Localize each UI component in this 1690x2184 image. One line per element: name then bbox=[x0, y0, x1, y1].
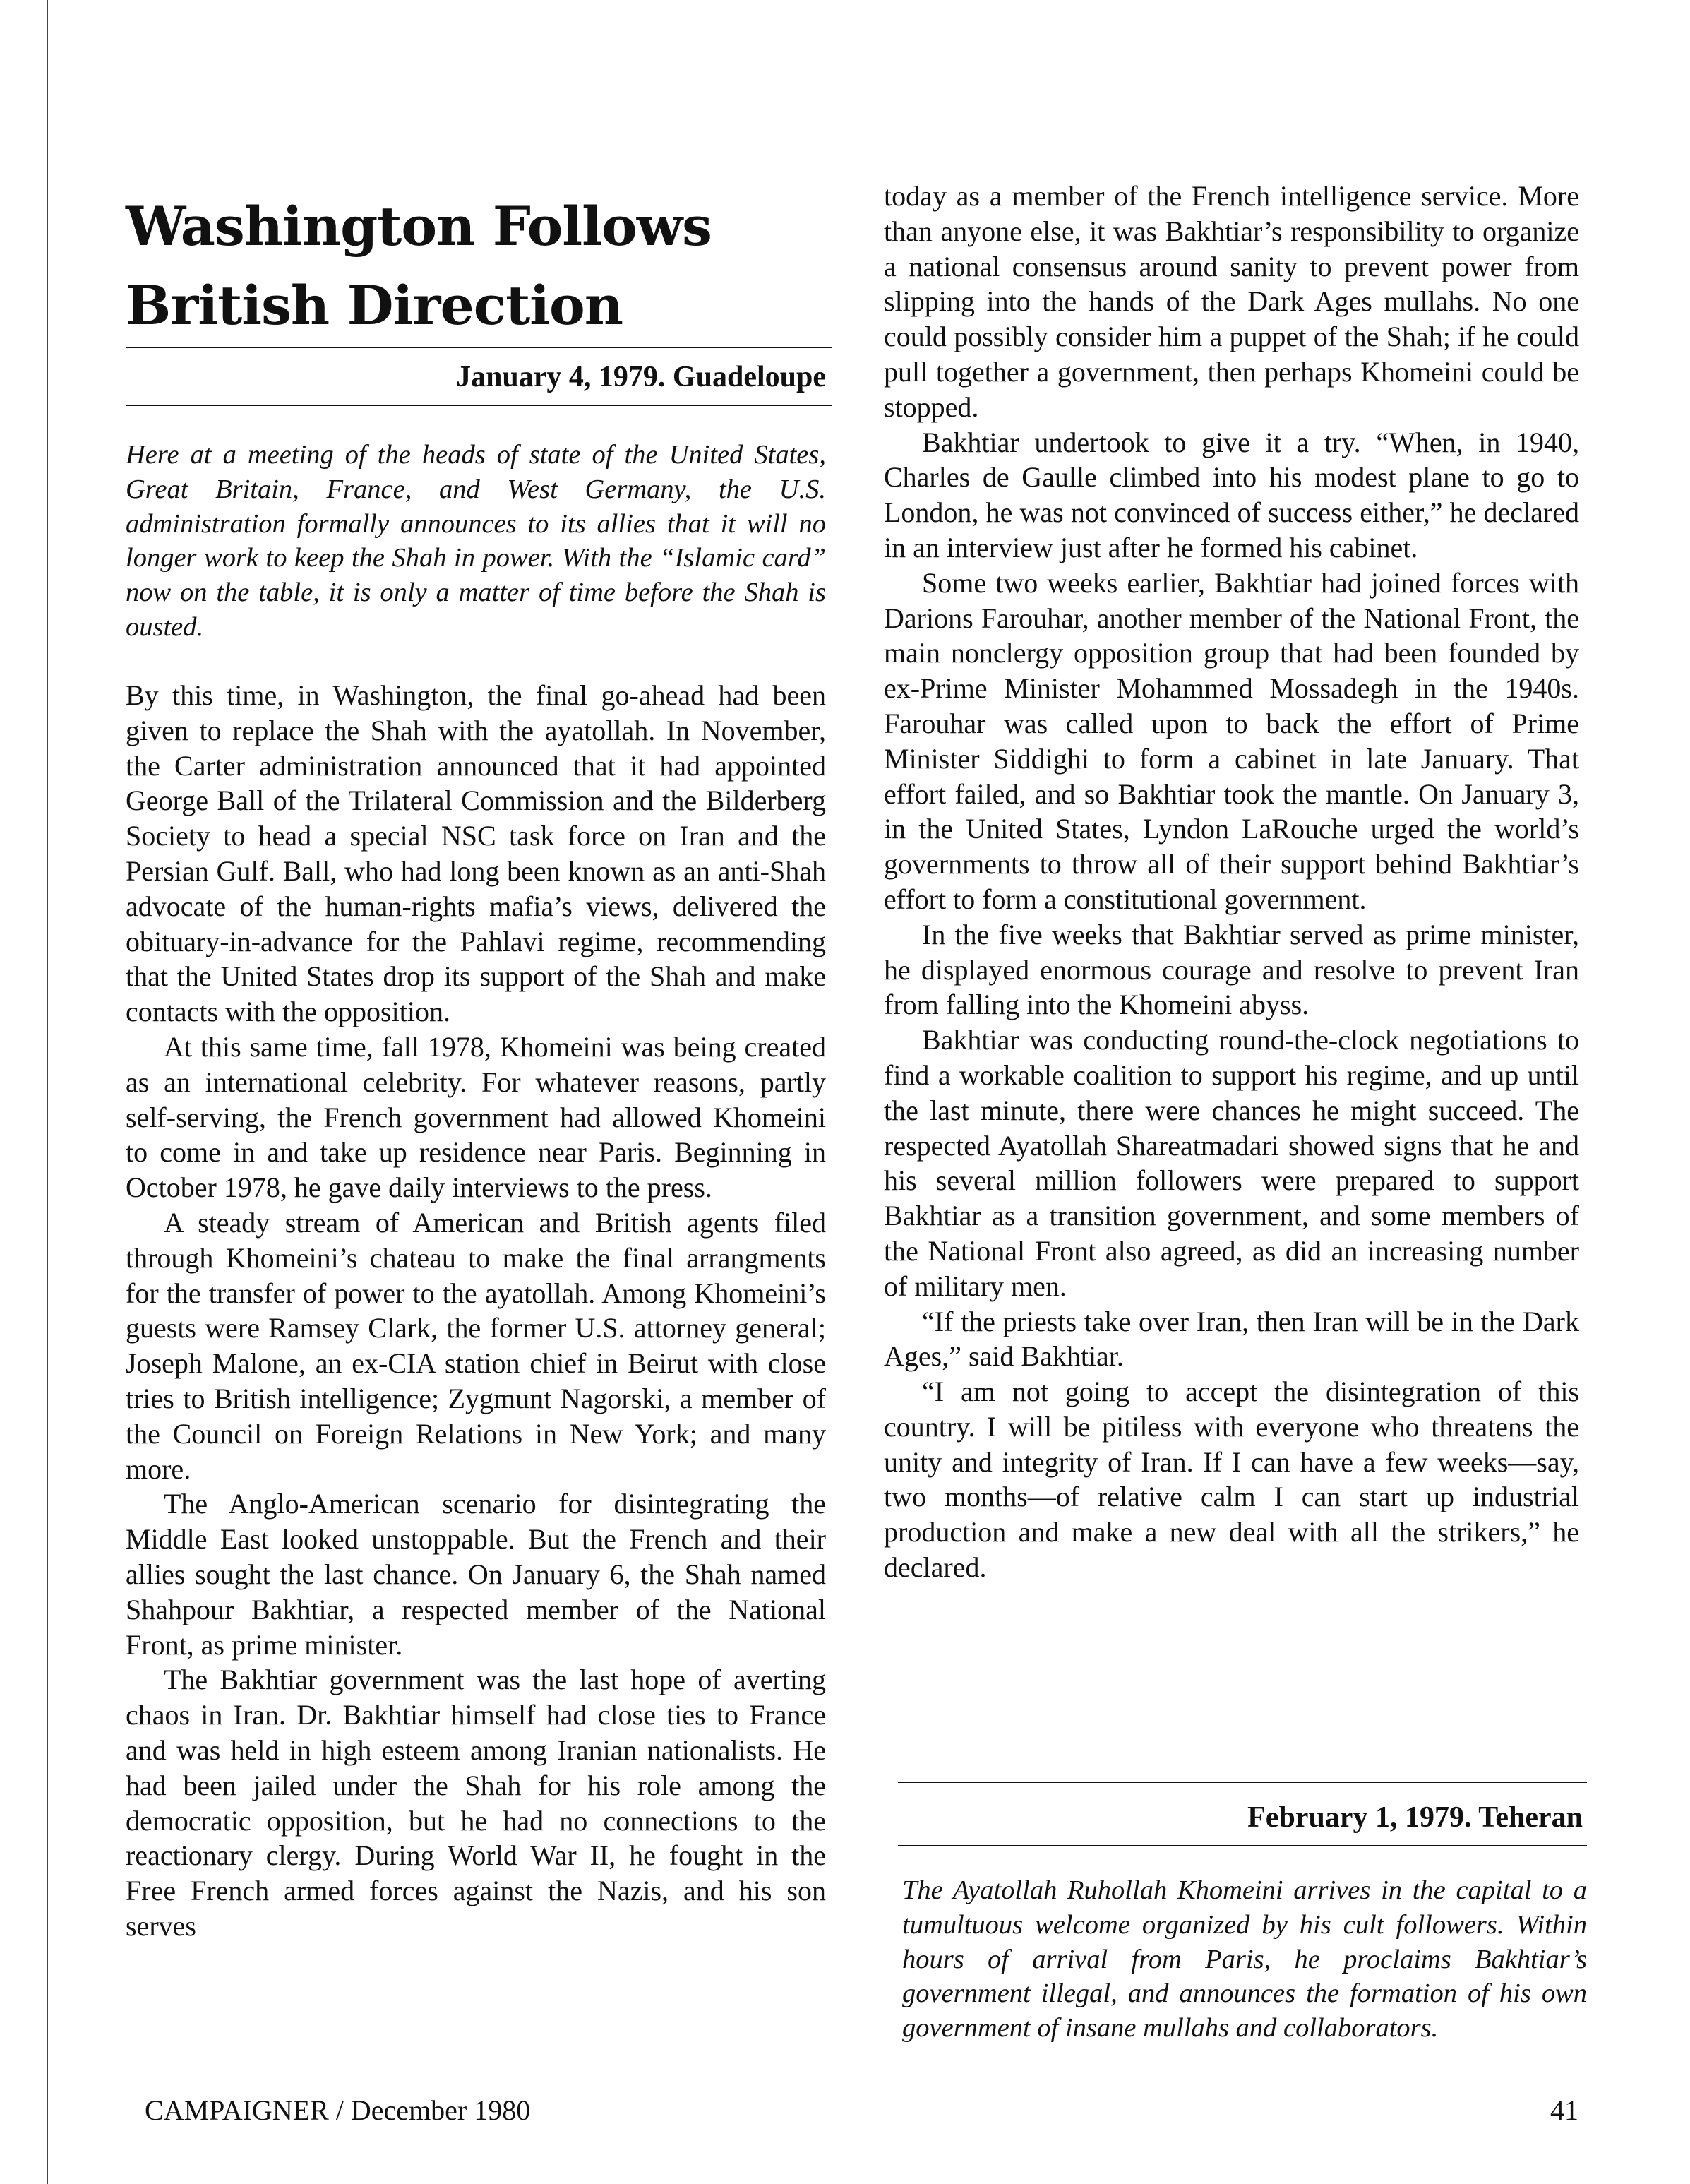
right-paragraph-1: today as a member of the French intelligence service. More than anyone else, it was Bakhtiar’s responsibility to organize a national consensus around sanity to prevent power from slipping into the hands of the Dark Ages mullahs. No one could possibly consider him a puppet of the Shah; if he could pull together a government, then perhaps Khomeini could be stopped. bbox=[884, 180, 1579, 423]
page-number: 41 bbox=[1550, 2094, 1578, 2126]
right-paragraph-3: Some two weeks earlier, Bakhtiar had joined forces with Darions Farouhar, another member of the National Front, the main nonclergy opposition group that had been founded by ex-Prime Minister Mohammed Mossadegh in the 1940s. Farouhar was called upon to back the effort of Prime Minister Siddighi to form a cabinet in late January. That effort failed, and so Bakhtiar took the mantle. On January 3, in the United States, Lyndon LaRouche urged the world’s governments to throw all of their support behind Bakhtiar’s effort to form a constitutional government. bbox=[884, 566, 1579, 915]
left-paragraph-3: A steady stream of American and British agents filed through Khomeini’s chateau to make the final arrangments for the transfer of power to the ayatollah. Among Khomeini’s guests were Ramsey Clark, the former U.S. attorney general; Joseph Malone, an ex-CIA station chief in Beirut with close tries to British intelligence; Zygmunt Nagorski, a member of the Council on Foreign Relations in New York; and many more. bbox=[126, 1206, 826, 1485]
right-column bbox=[884, 179, 1579, 1585]
right-paragraph-4: In the five weeks that Bakhtiar served as prime minister, he displayed enormous courage and resolve to prevent Iran from falling into the Khomeini abyss. bbox=[884, 918, 1579, 1021]
right-paragraph-5: Bakhtiar was conducting round-the-clock negotiations to find a workable coalition to support his regime, and up until the last minute, there were chances he might succeed. The respected Ayatollah Shareatmadari showed signs that he and his several million followers were prepared to support Bakhtiar as a transition government, and some members of the National Front also agreed, as did an increasing number of military men. bbox=[884, 1024, 1579, 1302]
right-paragraph-7: “I am not going to accept the disintegration of this country. I will be pitiless with everyone who threatens the unity and integrity of Iran. If I can have a few weeks—say, two months—of relative calm I can start up industrial production and make a new deal with all the strikers,” he declared. bbox=[884, 1376, 1579, 1584]
dateline2-rule-bottom bbox=[898, 1845, 1587, 1846]
left-paragraph-1: By this time, in Washington, the final go-ahead had been given to replace the Shah with the ayatollah. In November, the Carter administration announced that it had appointed George Ball of the Trilateral Commission and the Bilderberg Society to head a special NSC task force on Iran and the Persian Gulf. Ball, who had long been known as an anti-Shah advocate of the human-rights mafia’s views, delivered the obituary-in-advance for the Pahlavi regime, recommending that the United States drop its support of the Shah and make contacts with the opposition. bbox=[126, 679, 826, 1028]
left-paragraph-5: The Bakhtiar government was the last hope of averting chaos in Iran. Dr. Bakhtiar himself had close ties to France and was held in high esteem among Iranian nationalists. He had been jailed under the Shah for his role among the democratic opposition, but he had no connections to the reactionary clergy. During World War II, he fought in the Free French armed forces against the Nazis, and his son serves bbox=[126, 1664, 826, 1942]
left-paragraph-2: At this same time, fall 1978, Khomeini was being created as an international celebrity. For whatever reasons, partly self-serving, the French government had allowed Khomeini to come in and take up residence near Paris. Beginning in October 1978, he gave daily interviews to the press. bbox=[126, 1030, 826, 1204]
dateline-teheran: February 1, 1979. Teheran bbox=[1247, 1801, 1583, 1834]
dateline-guadeloupe: January 4, 1979. Guadeloupe bbox=[456, 361, 826, 393]
dateline-rule-top bbox=[126, 347, 832, 348]
title-line-2: British Direction bbox=[126, 274, 623, 337]
title-line-1: Washington Follows bbox=[126, 195, 712, 258]
dateline2-rule-top bbox=[898, 1782, 1587, 1783]
left-paragraph-4: The Anglo-American scenario for disintegrating the Middle East looked unstoppable. But the French and their allies sought the last chance. On January 6, the Shah named Shahpour Bakhtiar, a respected member of the National Front, as prime minister. bbox=[126, 1488, 826, 1661]
intro-teheran: The Ayatollah Ruhollah Khomeini arrives in the capital to a tumultuous welcome organized by his cult followers. Within hours of arrival from Paris, he proclaims Bakhtiar’s government illegal, and announces the formation of his own government of insane mullahs and collaborators. bbox=[902, 1875, 1587, 2043]
footer-publication: CAMPAIGNER / December 1980 bbox=[145, 2094, 531, 2126]
dateline-rule-bottom bbox=[126, 405, 832, 406]
intro-guadeloupe: Here at a meeting of the heads of state of the United States, Great Britain, France, and West Germany, the U.S. administration formally announces to its allies that it will no longer work to keep the Shah in power. With the “Islamic card” now on the table, it is only a matter of time before the Shah is ousted. bbox=[126, 440, 826, 642]
article-title bbox=[126, 187, 839, 345]
right-paragraph-2: Bakhtiar undertook to give it a try. “When, in 1940, Charles de Gaulle climbed into his modest plane to go to London, he was not convinced of success either,” he declared in an interview just after he formed his cabinet. bbox=[884, 426, 1579, 563]
right-paragraph-6: “If the priests take over Iran, then Iran will be in the Dark Ages,” said Bakhtiar. bbox=[884, 1305, 1579, 1373]
left-column bbox=[126, 678, 826, 1944]
scan-margin-line bbox=[47, 0, 48, 2184]
